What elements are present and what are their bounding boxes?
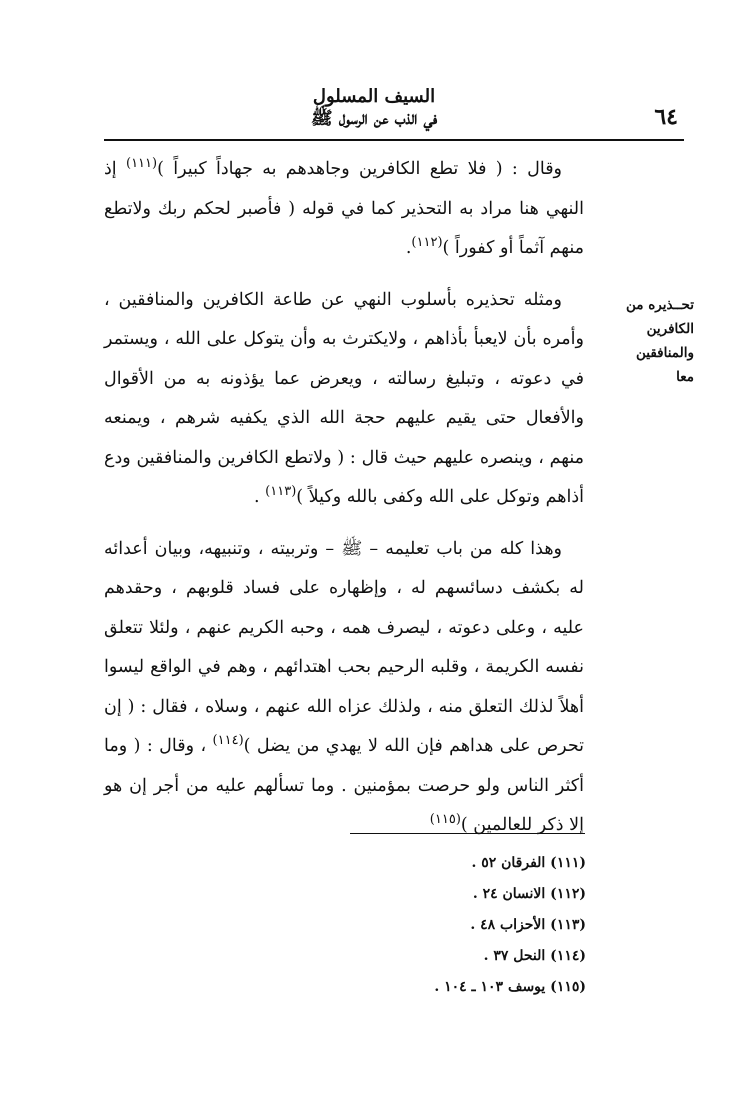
footnote: (١١١) الفرقان ٥٢ . (471, 855, 586, 871)
text-segment: ، وقال : ( وما أكثر الناس ولو حرصت بمؤمنين . وما تسألهم عليه من أجر إن هو إلا ذكر للعالمين ) (104, 736, 584, 835)
text-segment: . (405, 238, 412, 258)
text-segment: وقال : ( فلا تطع الكافرين وجاهدهم به جهاداً كبيراً ) (157, 159, 563, 179)
paragraph (104, 281, 584, 518)
footnote: (١١٣) الأحزاب ٤٨ . (470, 917, 586, 933)
footnote: (١١٢) الانسان ٢٤ . (472, 886, 586, 902)
header-divider (104, 139, 684, 141)
footnote-reference: (١١١) (126, 156, 158, 172)
footnote-divider (350, 833, 585, 834)
margin-note-line: معا (676, 369, 694, 385)
margin-note (594, 293, 694, 389)
running-title (254, 86, 494, 130)
footnote-reference: (١١٤) (212, 733, 244, 749)
text-segment: إذ النهي هنا مراد به التحذير كما في قوله ( فأصبر لحكم ربك ولاتطع منهم آثماً أو كفوراً ) (104, 159, 584, 258)
margin-note-line: تحــذيره من (626, 297, 694, 313)
paragraph (104, 530, 584, 846)
body-text (104, 150, 584, 858)
text-segment: ومثله تحذيره بأسلوب النهي عن طاعة الكافرين والمنافقين ، وأمره بأن لايعبأ بأذاهم ، ولايكترث به وأن يتوكل على الله ، ويستمر في دعوته ، وتبليغ رسالته ، ويعرض عما يؤذونه به من الأقوال والأفعال حتى يقيم عليهم حجة الله الذي يكفيه شرهم ، ويمنعه منهم ، وينصره عليهم حيث قال : ( ولاتطع الكافرين والمنافقين ودع أذاهم وتوكل على الله وكفى بالله وكيلاً ) (104, 289, 584, 507)
text-segment: . (254, 487, 266, 507)
text-segment: وهذا كله من باب تعليمه – ﷺ – وتربيته ، وتنبيهه، وبيان أعدائه له بكشف دسائسهم له ، وإظهاره على فساد قلوبهم ، وحقدهم عليه ، وعلى دعوته ، ليصرف همه ، وحبه الكريم عنهم ، ولئلا تتعلق نفسه الكريمة ، وقلبه الرحيم بحب اهتدائهم ، وهم في الواقع ليسوا أهلاً لذلك التعلق منه ، ولذلك عزاه الله عنهم ، وسلاه ، فقال : ( إن تحرص على هداهم فإن الله لا يهدي من يضل ) (104, 538, 584, 756)
running-title-line2: في الذب عن الرسول ﷺ (310, 108, 438, 129)
page-number: ٦٤ (654, 104, 678, 130)
page-header (104, 86, 684, 136)
footnote-reference: (١١٢) (411, 235, 443, 251)
footnote-reference: (١١٣) (265, 484, 297, 500)
footnote: (١١٤) النحل ٣٧ . (483, 948, 586, 964)
footnote-reference: (١١٥) (429, 812, 461, 828)
footnotes (300, 848, 586, 1003)
paragraph (104, 150, 584, 269)
margin-note-line: الكافرين والمنافقين (635, 321, 694, 361)
footnote: (١١٥) يوسف ١٠٣ ـ ١٠٤ . (434, 979, 586, 995)
running-title-line1: السيف المسلول (312, 86, 436, 107)
